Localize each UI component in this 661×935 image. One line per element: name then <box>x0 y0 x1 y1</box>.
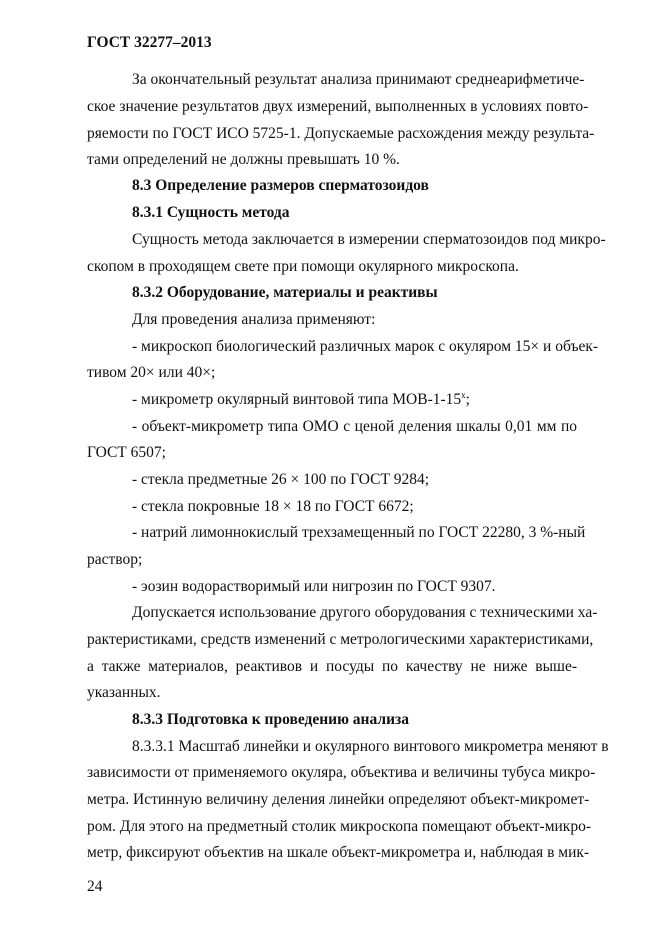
text-line: метра. Истинную величину деления линейки определяют объект-микромет- <box>87 791 590 808</box>
text-line: За окончательный результат анализа принимают среднеарифметиче- <box>132 71 585 88</box>
text-line: тами определений не должны превышать 10 %. <box>87 151 400 168</box>
text-line: ряемости по ГОСТ ИСО 5725-1. Допускаемые расхождения между результа- <box>87 125 595 142</box>
text-line: ское значение результатов двух измерений, выполненных в условиях повто- <box>87 98 589 115</box>
text-line: указанных. <box>87 684 161 701</box>
text-line: ром. Для этого на предметный столик микроскопа помещают объект-микро- <box>87 818 591 835</box>
list-item <box>87 390 577 410</box>
list-item: - объект-микрометр типа ОМО с ценой деления шкалы 0,01 мм по <box>132 418 577 435</box>
text-line: зависимости от применяемого окуляра, объектива и величины тубуса микро- <box>87 764 596 781</box>
text-line: рактеристиками, средств изменений с метрологическими характеристиками, <box>87 631 594 648</box>
text-line: раствор; <box>87 551 143 568</box>
list-item-text: - микрометр окулярный винтовой типа МОВ-1-15 <box>132 391 462 408</box>
text-line: метр, фиксируют объектив на шкале объект-микрометра и, наблюдая в мик- <box>87 844 590 861</box>
text-line: Сущность метода заключается в измерении сперматозоидов под микро- <box>132 231 606 248</box>
text-line: 8.3.3.1 Масштаб линейки и окулярного винтового микрометра меняют в <box>132 738 609 755</box>
list-item: - эозин водорастворимый или нигрозин по ГОСТ 9307. <box>132 578 496 595</box>
text-line: Для проведения анализа применяют: <box>132 311 376 328</box>
text-line: ГОСТ 6507; <box>87 444 166 461</box>
subsection-heading: 8.3.2 Оборудование, материалы и реактивы <box>132 284 438 301</box>
page-number: 24 <box>87 878 103 895</box>
section-heading: 8.3 Определение размеров сперматозоидов <box>132 177 429 194</box>
list-item: - натрий лимоннокислый трехзамещенный по ГОСТ 22280, 3 %-ный <box>132 524 586 541</box>
subsection-heading: 8.3.1 Сущность метода <box>132 204 290 221</box>
subsection-heading: 8.3.3 Подготовка к проведению анализа <box>132 711 409 728</box>
text-line: тивом 20× или 40×; <box>87 364 216 381</box>
standard-header: ГОСТ 32277–2013 <box>87 34 212 51</box>
text-line: Допускается использование другого оборудования с техническими ха- <box>132 604 598 621</box>
list-item-end: ; <box>465 391 470 408</box>
text-line: а также материалов, реактивов и посуды по качеству не ниже выше- <box>87 658 577 675</box>
superscript: х <box>461 389 466 400</box>
list-item: - стекла предметные 26 × 100 по ГОСТ 9284; <box>132 471 430 488</box>
list-item: - микроскоп биологический различных марок с окуляром 15× и объек- <box>132 338 599 355</box>
list-item: - стекла покровные 18 × 18 по ГОСТ 6672; <box>132 498 414 515</box>
text-line: скопом в проходящем свете при помощи окулярного микроскопа. <box>87 258 519 275</box>
